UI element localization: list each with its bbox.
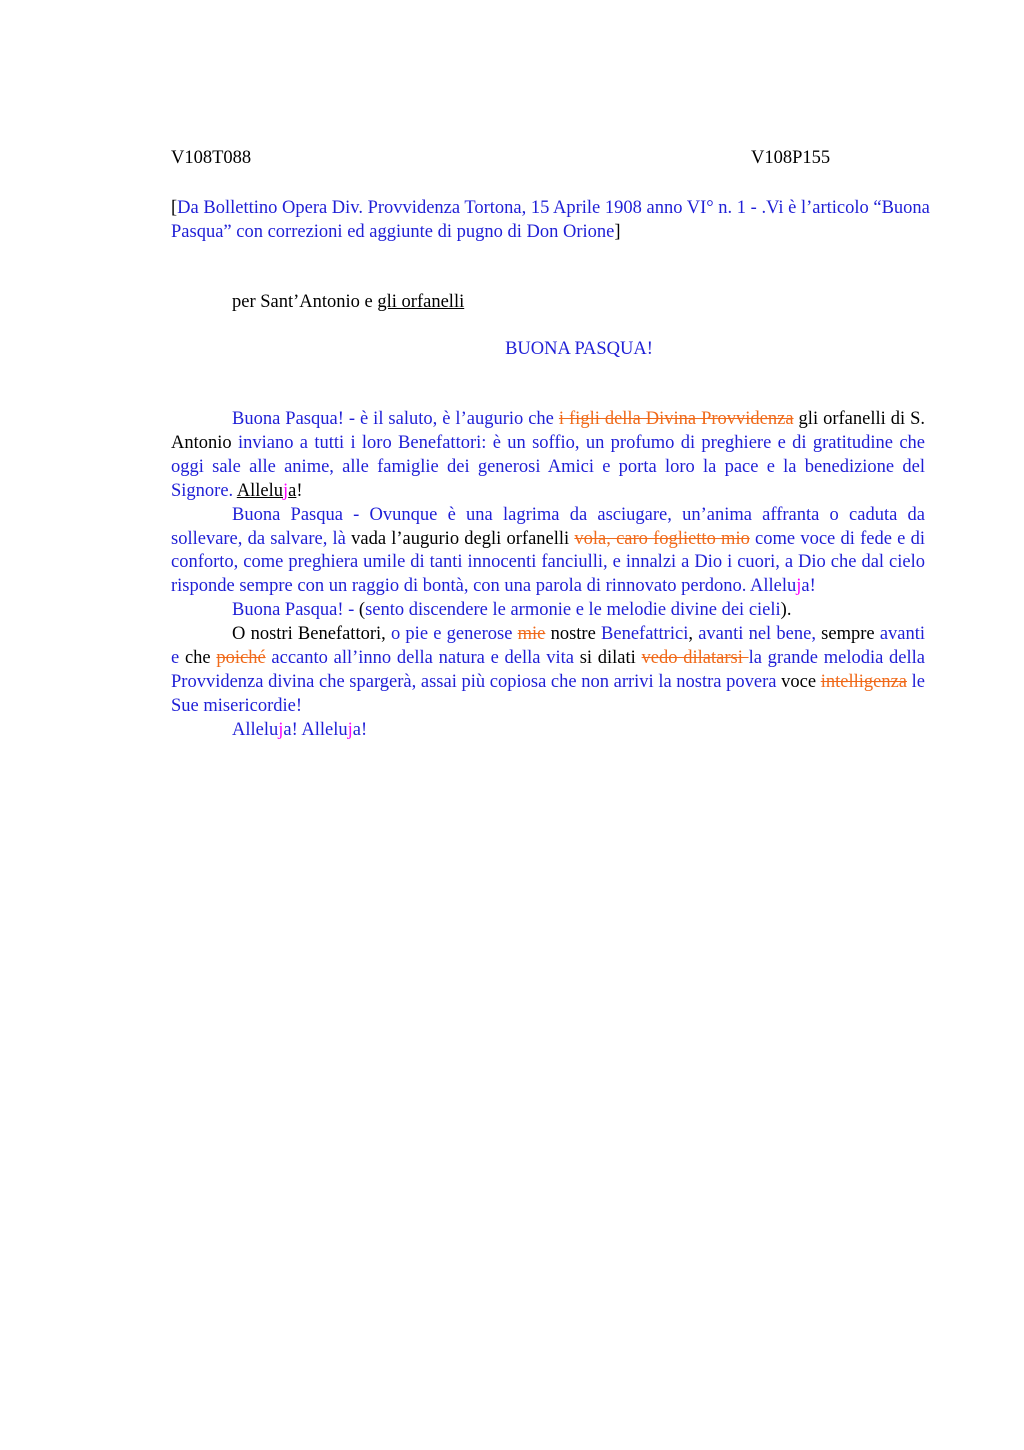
p4-text-e: , (688, 624, 699, 645)
paragraph-5 (171, 719, 925, 743)
article-body (171, 408, 925, 743)
p4-text-j: accanto all’inno della natura e della vita (265, 648, 580, 669)
p5-alleluja-1-j: j (278, 719, 284, 740)
p5-alleluja-1-b: a! (283, 719, 302, 740)
p1-alleluja-j: j (283, 480, 289, 501)
p1-text-b: gli orfanelli di S. Antonio (171, 409, 926, 453)
p2-struck: vola, caro foglietto mio (574, 528, 750, 549)
p2-text-a: Buona Pasqua - Ovunque è una lagrima da asciugare, un’anima affranta o caduta da sollevare, da salvare, là (171, 504, 925, 549)
p5-alleluja-1-a: Allelu (232, 719, 279, 740)
p4-text-f: avanti nel bene, (698, 624, 816, 645)
dedication-prefix: per Sant’Antonio e (232, 292, 378, 312)
p3-close-paren: ). (780, 600, 792, 621)
close-bracket: ] (614, 222, 621, 242)
paragraph-4 (171, 623, 925, 719)
paragraph-2 (171, 504, 925, 600)
p4-struck-1: mie (517, 624, 546, 645)
p4-text-n: voce (781, 671, 817, 692)
p1-alleluja-a: Allelu (236, 480, 284, 501)
source-note-text: Da Bollettino Opera Div. Provvidenza Tortona, 15 Aprile 1908 anno VI° n. 1 - .Vi è l’articolo “Buona Pasqua” con correzioni ed aggiunte di pugno di Don Orione (171, 198, 930, 242)
p1-struck: i figli della Divina Provvidenza (558, 409, 794, 429)
p5-alleluja-2-a: Allelu (301, 719, 348, 740)
p4-struck-3: vedo dilatarsi (641, 648, 749, 669)
paragraph-1 (171, 408, 925, 504)
p4-text-m: la grande melodia della Provvidenza divina che spargerà, assai più copiosa che non arrivi la nostra povera (171, 648, 926, 692)
open-bracket: [ (171, 198, 178, 218)
p4-struck-2: poiché (216, 648, 266, 669)
p3-text-c: sento discendere le armonie e le melodie divine dei cieli (365, 600, 781, 621)
p4-text-a: O nostri Benefattori, (232, 624, 391, 645)
p4-text-g: sempre (815, 624, 880, 645)
header-right-code: V108P155 (751, 148, 831, 168)
p3-text-a: Buona Pasqua! - (232, 600, 359, 621)
p1-text-c: inviano a tutti i loro Benefattori: è un soffio, un profumo di preghiere e di gratitudine che oggi sale alle anime, alle famiglie dei generosi Amici e porta loro la pace e la benedizione del Signore. (171, 432, 925, 501)
dedication-underlined: gli orfanelli (377, 292, 465, 312)
p1-text-a: Buona Pasqua! - è il saluto, è l’augurio che (232, 409, 559, 429)
p4-text-k: si dilati (579, 648, 636, 669)
p4-struck-4: intelligenza (820, 671, 907, 692)
source-note (171, 196, 931, 244)
p2-text-b: vada l’augurio degli orfanelli (351, 528, 575, 549)
p4-text-d: Benefattrici (601, 624, 689, 645)
p5-alleluja-2-j: j (347, 719, 353, 740)
p4-text-i: che (179, 648, 217, 669)
p4-text-c: nostre (545, 624, 602, 645)
p4-text-p: le Sue misericordie! (171, 671, 925, 716)
dedication (232, 290, 464, 314)
p4-text-b: o pie e generose (390, 624, 518, 645)
p1-alleluja (237, 481, 297, 501)
article-title: BUONA PASQUA! (505, 339, 653, 359)
p1-alleluja-b: a (288, 480, 297, 501)
p1-excl: ! (296, 480, 303, 501)
p3-open-paren: ( (358, 600, 366, 621)
p4-text-h: avanti e (171, 624, 926, 669)
header-left-code: V108T088 (171, 148, 252, 168)
paragraph-3 (171, 599, 925, 623)
p2-text-c: come voce di fede e di conforto, come preghiera umile di tanti innocenti fanciulli, e innalzi a Dio i cuori, a Dio che dal cielo risponde sempre con un raggio di bontà, con una parola di rinnovato perdono. (171, 528, 925, 597)
p2-alleluja-j: j (796, 576, 802, 597)
p2-alleluja-a: Allelu (750, 576, 797, 597)
p2-alleluja-b: a! (801, 576, 816, 597)
p5-alleluja-2-b: a! (352, 719, 368, 740)
